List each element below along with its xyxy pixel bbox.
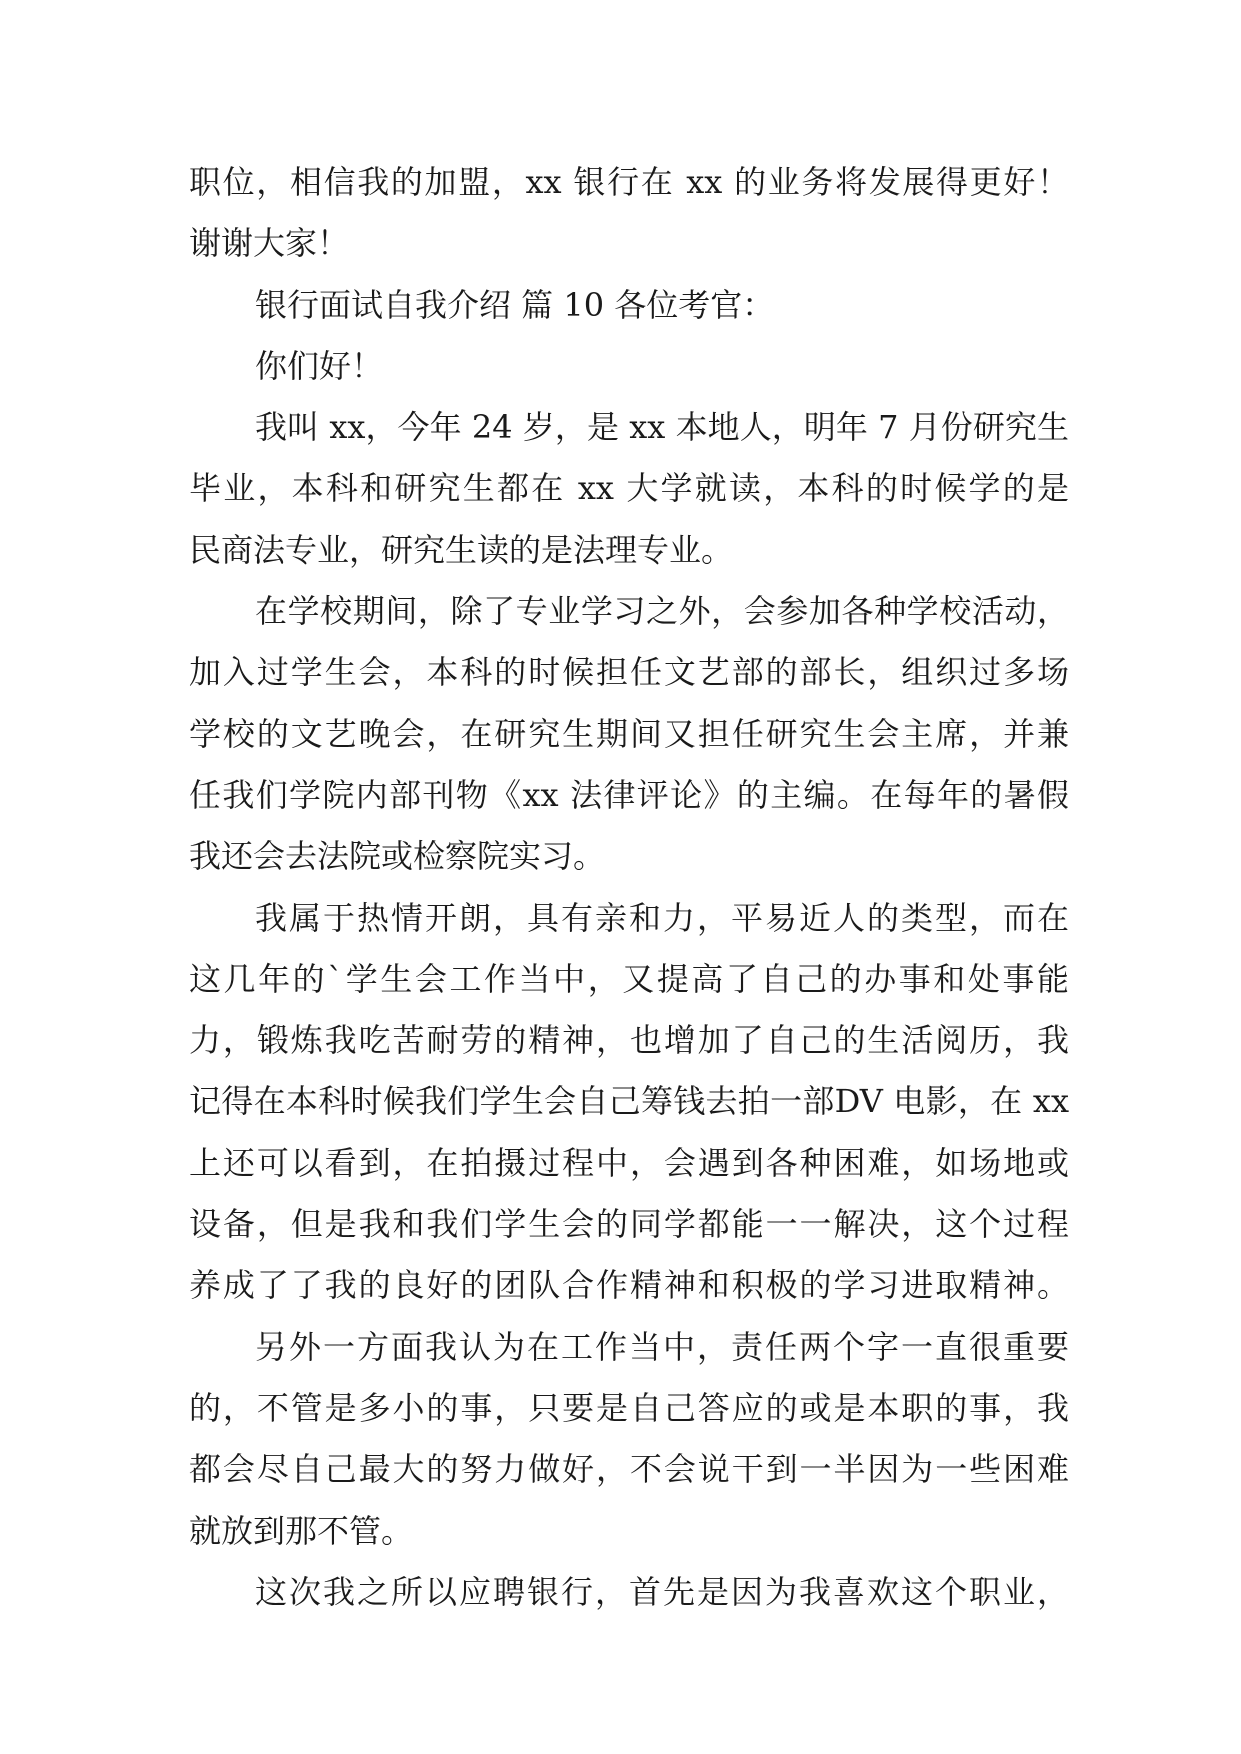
text-line: 我叫 xx，今年 24 岁，是 xx 本地人，明年 7 月份研究生 [255,408,1069,447]
text-line: 学校的文艺晚会，在研究生期间又担任研究生会主席，并兼 [189,714,1069,753]
paragraph-heading [189,275,1069,336]
text-line: 职位，相信我的加盟，xx 银行在 xx 的业务将发展得更好！ [189,163,1069,201]
text-line: 在学校期间，除了专业学习之外，会参加各种学校活动， [255,592,1069,631]
paragraph-responsibility [189,1317,1069,1562]
text-line: 养成了了我的良好的团队合作精神和积极的学习进取精神。 [189,1266,1069,1305]
text-line: 民商法专业，研究生读的是法理专业。 [189,530,734,569]
paragraph-greeting [189,336,1069,397]
text-line: 这几年的`学生会工作当中，又提高了自己的办事和处事能 [189,959,1069,998]
text-line: 都会尽自己最大的努力做好，不会说干到一半因为一些困难 [189,1450,1069,1489]
text-line: 我属于热情开朗，具有亲和力，平易近人的类型，而在 [255,898,1069,937]
paragraph-personality [189,888,1069,1317]
section-heading: 银行面试自我介绍 篇 10 各位考官： [255,285,775,324]
document-body [189,152,1069,1623]
text-line: 你们好！ [255,346,384,385]
paragraph-school-activities [189,581,1069,887]
text-line: 另外一方面我认为在工作当中，责任两个字一直很重要 [255,1327,1069,1366]
text-line: 这次我之所以应聘银行，首先是因为我喜欢这个职业， [255,1572,1069,1611]
text-line: 毕业，本科和研究生都在 xx 大学就读，本科的时候学的是 [189,469,1069,508]
text-line: 我还会去法院或检察院实习。 [189,837,606,876]
text-line: 力，锻炼我吃苦耐劳的精神，也增加了自己的生活阅历，我 [189,1021,1069,1060]
text-line: 的，不管是多小的事，只要是自己答应的或是本职的事，我 [189,1388,1069,1427]
text-line: 上还可以看到，在拍摄过程中，会遇到各种困难，如场地或 [189,1143,1069,1182]
text-line: 就放到那不管。 [189,1511,414,1550]
text-line: 任我们学院内部刊物《xx 法律评论》的主编。在每年的暑假 [189,775,1069,814]
paragraph-closing [189,152,1069,275]
text-line: 设备，但是我和我们学生会的同学都能一一解决，这个过程 [189,1205,1069,1244]
paragraph-intro [189,397,1069,581]
text-line: 记得在本科时候我们学生会自己筹钱去拍一部DV 电影，在 xx [189,1082,1069,1121]
text-line: 加入过学生会，本科的时候担任文艺部的部长，组织过多场 [189,653,1069,692]
paragraph-motivation [189,1562,1069,1623]
text-line: 谢谢大家！ [189,224,350,263]
